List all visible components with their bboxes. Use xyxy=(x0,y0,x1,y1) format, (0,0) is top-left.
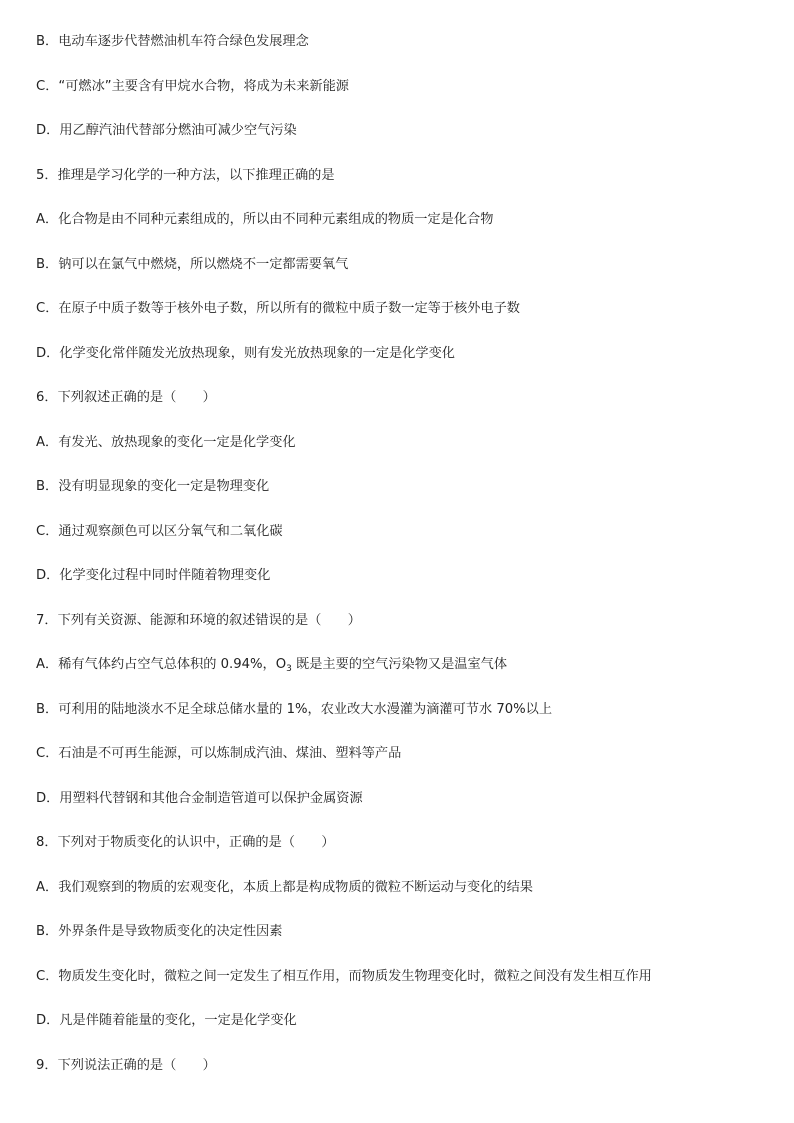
q7-option-b: B．可利用的陆地淡水不足全球总储水量的 1%，农业改大水漫灌为滴灌可节水 70%以上 xyxy=(36,702,553,717)
q5-option-d: D．化学变化常伴随发光放热现象，则有发光放热现象的一定是化学变化 xyxy=(36,346,455,361)
q6-option-a: A．有发光、放热现象的变化一定是化学变化 xyxy=(36,435,296,450)
q6-option-b: B．没有明显现象的变化一定是物理变化 xyxy=(36,479,270,494)
q7-option-d: D．用塑料代替钢和其他合金制造管道可以保护金属资源 xyxy=(36,791,363,806)
q7-option-a-text-end: 既是主要的空气污染物又是温室气体 xyxy=(291,657,508,672)
q6-option-c: C．通过观察颜色可以区分氧气和二氧化碳 xyxy=(36,524,283,539)
q8-option-a: A．我们观察到的物质的宏观变化，本质上都是构成物质的微粒不断运动与变化的结果 xyxy=(36,880,533,895)
q5-option-c: C．在原子中质子数等于核外电子数，所以所有的微粒中质子数一定等于核外电子数 xyxy=(36,301,520,316)
q6-option-d: D．化学变化过程中同时伴随着物理变化 xyxy=(36,568,271,583)
q5-option-a: A．化合物是由不同种元素组成的，所以由不同种元素组成的物质一定是化合物 xyxy=(36,212,494,227)
q4-option-b: B．电动车逐步代替燃油机车符合绿色发展理念 xyxy=(36,34,309,49)
q7-option-a-text: A．稀有气体约占空气总体积的 0.94%，O xyxy=(36,657,287,672)
q4-option-c: C．“可燃冰”主要含有甲烷水合物，将成为未来新能源 xyxy=(36,79,349,94)
q8-option-c: C．物质发生变化时，微粒之间一定发生了相互作用，而物质发生物理变化时，微粒之间没有发生相互作用 xyxy=(36,969,652,984)
q7-stem: 7．下列有关资源、能源和环境的叙述错误的是（ ） xyxy=(36,613,361,628)
q5-option-b: B．钠可以在氯气中燃烧，所以燃烧不一定都需要氧气 xyxy=(36,257,349,272)
q8-option-b: B．外界条件是导致物质变化的决定性因素 xyxy=(36,924,283,939)
q4-option-d: D．用乙醇汽油代替部分燃油可减少空气污染 xyxy=(36,123,297,138)
q9-stem: 9．下列说法正确的是（ ） xyxy=(36,1058,216,1073)
q6-stem: 6．下列叙述正确的是（ ） xyxy=(36,390,216,405)
q7-option-c: C．石油是不可再生能源，可以炼制成汽油、煤油、塑料等产品 xyxy=(36,746,402,761)
q7-option-a-subscript: 3 xyxy=(286,664,292,674)
q8-stem: 8．下列对于物质变化的认识中，正确的是（ ） xyxy=(36,835,335,850)
q5-stem: 5．推理是学习化学的一种方法，以下推理正确的是 xyxy=(36,168,335,183)
q7-option-a xyxy=(36,656,774,674)
q8-option-d: D．凡是伴随着能量的变化，一定是化学变化 xyxy=(36,1013,297,1028)
